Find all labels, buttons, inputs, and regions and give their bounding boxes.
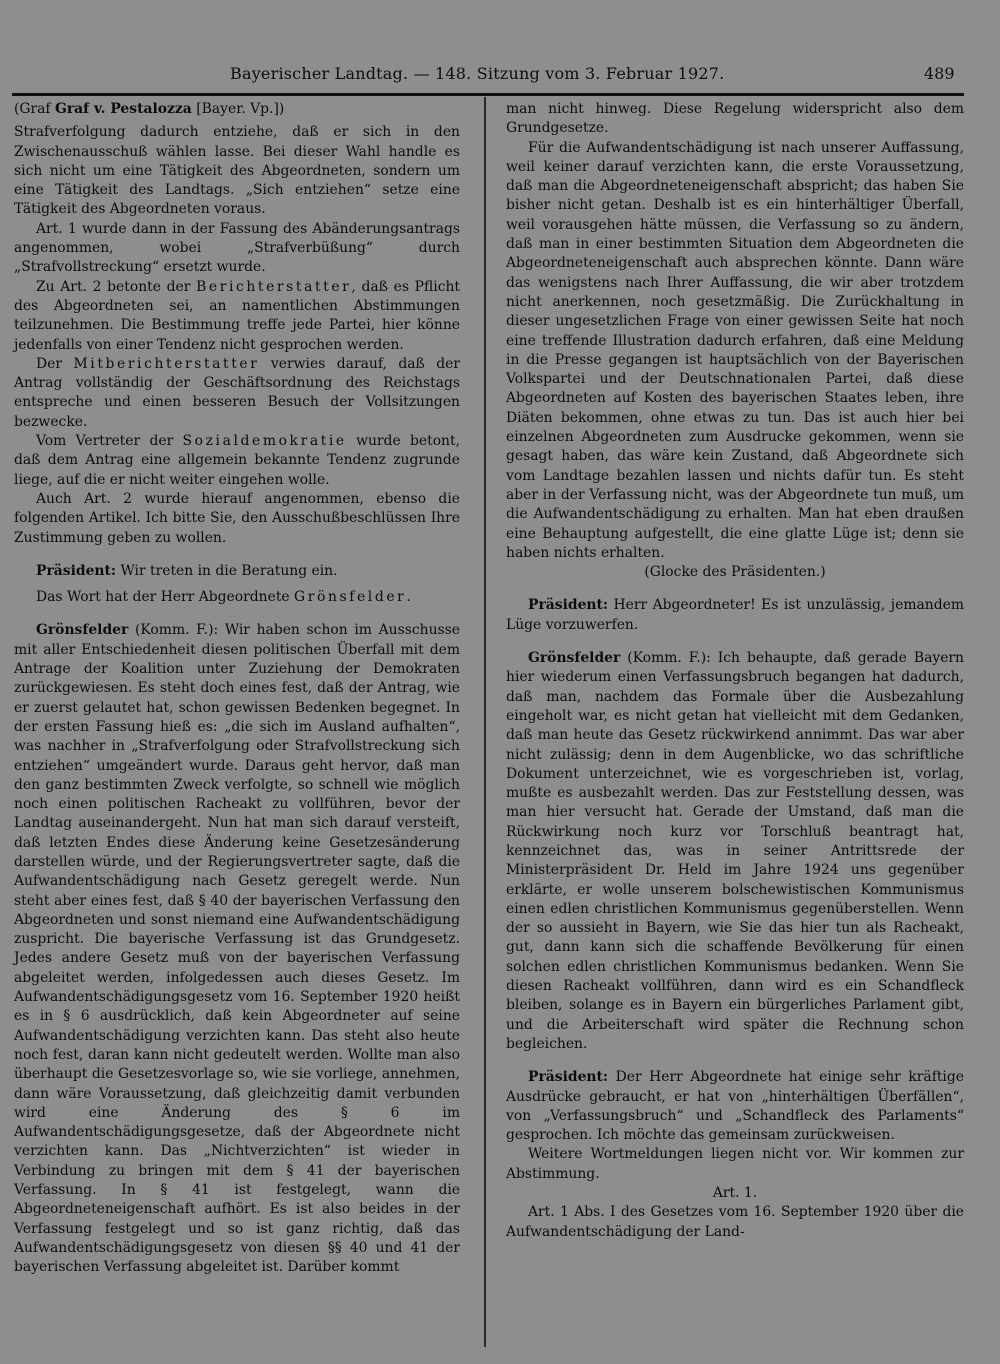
president-statement: Präsident: Wir treten in die Beratung ein. — [36, 562, 338, 579]
spaced-term: Sozialdemokratie — [182, 433, 347, 450]
paragraph: Zu Art. 2 betonte der Berichterstatter, daß es Pflicht des Abgeordneten sei, an namentlichen Abstimmungen teilzunehmen. Die Bestimmung treffe jede Partei, hier könne jedenfalls von einer Tendenz nicht gesprochen werden. — [14, 278, 460, 353]
speech: Grönsfelder (Komm. F.): Ich behaupte, daß gerade Bayern hier wiederum einen Verfassungsbruch begangen hat dadurch, daß man, nachdem das Formale über die Ausbezahlung eingeholt war, es nicht getan hat vielleicht mit dem Gedanken, daß man heute das Gesetz rückwirkend annimmt. Das war aber nicht zulässig; denn in dem Augenblicke, wo das schriftliche Dokument unterzeichnet, wie es vorgeschrieben ist, vorlag, mußte es ausbezahlt werden. Das zur Feststellung dessen, was man hier versucht hat. Gerade der Umstand, daß man die Rückwirkung noch kurz vor Torschluß beantragt hat, kennzeichnet das, was in seiner Antrittsrede der Ministerpräsident Dr. Held im Jahre 1924 uns gegenüber erklärte, er wolle unserem bolschewistischen Kommunismus einen edlen christlichen Kommunismus gegenüberstellen. Wenn der so aussieht in Bayern, wie Sie das hier tun als Racheakt, gut, dann kann sich die schaffende Bevölkerung für einen solchen edlen christlichen Kommunismus bedanken. Wenn Sie diesen Racheakt vollführen, dann wird es ein Schandfleck bleiben, solange es in Bayern ein bürgerliches Parlament gibt, und die Arbeiterschaft wird später die Rechnung schon begleichen. — [506, 650, 965, 1052]
speech: Grönsfelder (Komm. F.): Wir haben schon im Ausschusse mit aller Entschiedenheit diesen politischen Überfall mit dem Antrage der Koalition unter Zuziehung der Demokraten zurückgewiesen. Es steht doch eines fest, daß der Antrag, wie er zuerst gelautet hat, schon gewissen Bedenken begegnet. In der ersten Fassung hieß es: „die sich im Ausland aufhalten“, was nachher in „Strafverfolgung oder Strafvollstreckung sich entziehen“ umgeändert wurde. Daraus geht hervor, daß man den ganz bestimmten Zweck verfolgte, so schnell wie möglich noch einen politischen Racheakt zu vollführen, bevor der Landtag auseinandergeht. Nun hat man sich darauf versteift, daß letzten Endes diese Änderung keine Gesetzesänderung darstellen würde, und der Regierungsvertreter sagte, daß die Aufwandentschädigung nach Gesetz geregelt werde. Nun steht aber eines fest, daß § 40 der bayerischen Verfassung den Abgeordneten und sonst niemand eine Aufwandentschädigung zuspricht. Die bayerische Verfassung ist das Grundgesetz. Jedes andere Gesetz muß von der bayerischen Verfassung abgeleitet werden, infolgedessen auch dieses Gesetz. Im Aufwandentschädigungsgesetz vom 16. September 1920 heißt es in § 6 ausdrücklich, daß kein Abgeordneter auf seine Aufwandentschädigung verzichten kann. Das steht also heute noch fest, daran kann nicht gedeutelt werden. Wollte man also überhaupt die Gesetzesvorlage so, wie sie vorliege, annehmen, dann wäre Voraussetzung, daß gleichzeitig damit verbunden wird eine Änderung des § 6 im Aufwandentschädigungsgesetze, daß der Abgeordnete nicht verzichten kann. Das „Nichtverzichten“ ist wieder in Verbindung zu bringen mit dem § 41 der bayerischen Verfassung. In § 41 ist festgelegt, wann die Abgeordneteneigenschaft aufhört. Es ist also beides in der Verfassung festgelegt und so ist ganz richtig, daß das Aufwandentschädigungsgesetz von diesen §§ 40 und 41 der bayerischen Verfassung abgeleitet ist. Darüber kommt — [14, 622, 460, 1276]
spaced-term: Berichterstatter — [196, 278, 352, 295]
speaker-party: (Komm. F.): — [128, 622, 225, 639]
column-divider — [484, 97, 486, 1347]
president-label: Präsident: — [528, 597, 609, 614]
left-column — [14, 100, 460, 1278]
president-statement: Präsident: Herr Abgeordneter! Es ist unzulässig, jemandem Lüge vorzuwerfen. — [506, 597, 964, 633]
paragraph: Weitere Wortmeldungen liegen nicht vor. Wir kommen zur Abstimmung. — [506, 1146, 964, 1182]
article-text: Art. 1 Abs. I des Gesetzes vom 16. September 1920 über die Aufwandentschädigung der Land- — [506, 1204, 964, 1240]
paragraph: Strafverfolgung dadurch entziehe, daß er sich in den Zwischenausschuß wählen lasse. Bei dieser Wahl handle es sich nicht um eine Tätigkeit des Abgeordneten, sondern um eine Tätigkeit des Landtags. „Sich entziehen“ setze eine Tätigkeit des Abgeordneten voraus. — [14, 124, 460, 218]
paragraph: Der Mitberichterstatter verwies darauf, daß der Antrag vollständig der Geschäftsordnung des Reichstags entspreche und einen besseren Besuch der Vollsitzungen bezwecke. — [14, 355, 460, 430]
speaker-name: Graf v. Pestalozza — [55, 101, 192, 117]
paragraph: Auch Art. 2 wurde hierauf angenommen, ebenso die folgenden Artikel. Ich bitte Sie, den Ausschußbeschlüssen Ihre Zustimmung geben zu wollen. — [14, 490, 460, 546]
header-rule — [12, 93, 964, 96]
interjection: (Glocke des Präsidenten.) — [644, 564, 826, 581]
spaced-term: Mitberichterstatter — [73, 355, 260, 372]
spaced-term: Grönsfelder — [294, 589, 407, 606]
paragraph: Das Wort hat der Herr Abgeordnete Grönsfelder. — [36, 589, 411, 606]
page-header — [0, 64, 1000, 92]
speaker-party: (Komm. F.): — [620, 650, 718, 667]
page-number: 489 — [924, 64, 955, 83]
speaker-name: Grönsfelder — [528, 650, 621, 667]
running-title: Bayerischer Landtag. — 148. Sitzung vom 3. Februar 1927. — [230, 64, 725, 83]
paragraph: man nicht hinweg. Diese Regelung widerspricht also dem Grundgesetze. — [506, 101, 964, 137]
president-statement: Präsident: Der Herr Abgeordnete hat einige sehr kräftige Ausdrücke gebraucht, er hat von „hinterhältigen Überfällen“, von „Verfassungsbruch“ und „Schandfleck des Parlaments“ gesprochen. Ich möchte das gemeinsam zurückweisen. — [506, 1069, 964, 1144]
speaker-name: Grönsfelder — [36, 622, 129, 639]
speaker-party: [Bayer. Vp.]) — [196, 101, 285, 117]
continuation-speaker: (Graf Graf v. Pestalozza [Bayer. Vp.]) — [14, 101, 285, 117]
president-label: Präsident: — [36, 562, 117, 579]
right-column — [506, 100, 964, 1242]
paragraph: Für die Aufwandentschädigung ist nach unserer Auffassung, weil keiner darauf verzichten kann, die erste Voraussetzung, daß man die Abgeordneteneigenschaft abspricht; das haben Sie bisher nicht getan. Deshalb ist es ein hinterhältiger Überfall, weil vorausgehen hätte müssen, die Verfassung so zu ändern, daß man in einer bestimmten Situation dem Abgeordneten die Abgeordneteneigenschaft auch absprechen könnte. Dann wäre das wenigstens nach Ihrer Auffassung, die wir aber trotzdem nicht anerkennen, noch gesetzmäßig. Die Zurückhaltung in dieser ungesetzlichen Frage von einer gewissen Seite hat noch eine treffende Illustration dadurch erfahren, daß eine Meldung in die Presse gegangen ist hauptsächlich von der Bayerischen Volkspartei und der Deutschnationalen Partei, daß diese Abgeordneten auf Kosten des bayerischen Staates leben, ihre Diäten bekommen, ohne etwas zu tun. Das ist auch hier bei einzelnen Abgeordneten zum Ausdrucke gekommen, wenn sie gesagt haben, das wäre kein Zustand, daß Abgeordnete sich vom Landtage bezahlen lassen und nichts dafür tun. Es steht aber in der Verfassung nicht, was der Abgeordnete tun muß, um die Aufwandentschädigung zu erhalten. Man hat eben draußen eine Behauptung aufgestellt, die eine glatte Lüge ist; denn sie haben nichts erhalten. — [506, 139, 964, 561]
article-heading: Art. 1. — [712, 1185, 758, 1202]
paragraph: Art. 1 wurde dann in der Fassung des Abänderungsantrags angenommen, wobei „Strafverbüßung“ durch „Strafvollstreckung“ ersetzt wurde. — [14, 220, 460, 276]
president-label: Präsident: — [528, 1069, 609, 1086]
paragraph: Vom Vertreter der Sozialdemokratie wurde betont, daß dem Antrag eine allgemein bekannte Tendenz zugrunde liege, auf die er nicht weiter eingehen wolle. — [14, 433, 461, 488]
